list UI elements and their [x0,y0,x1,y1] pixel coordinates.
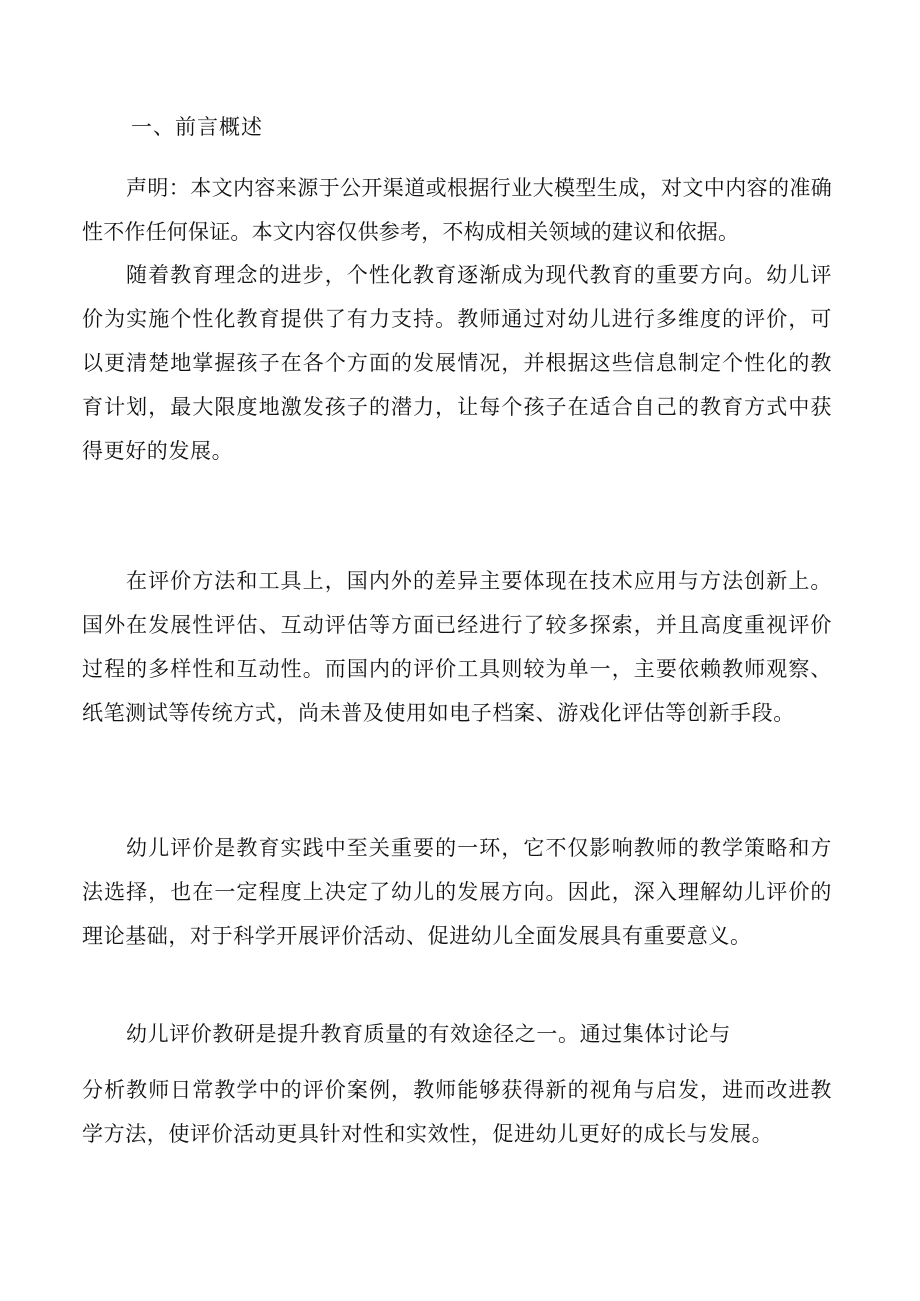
body-paragraph-first-line: 幼儿评价教研是提升教育质量的有效途径之一。通过集体讨论与 [126,1022,731,1046]
body-paragraph: 随着教育理念的进步，个性化教育逐渐成为现代教育的重要方向。幼儿评价为实施个性化教育提供了有力支持。教师通过对幼儿进行多维度的评价，可以更清楚地掌握孩子在各个方面的发展情况，并根据这些信息制定个性化的教育计划，最大限度地激发孩子的潜力，让每个孩子在适合自己的教育方式中获得更好的发展。 [82,263,832,463]
body-paragraph-continuation: 分析教师日常教学中的评价案例，教师能够获得新的视角与启发，进而改进教学方法，使评价活动更具针对性和实效性，促进幼儿更好的成长与发展。 [82,1078,832,1146]
body-paragraph: 在评价方法和工具上，国内外的差异主要体现在技术应用与方法创新上。国外在发展性评估、互动评估等方面已经进行了较多探索，并且高度重视评价过程的多样性和互动性。而国内的评价工具则较为单一，主要依赖教师观察、纸笔测试等传统方式，尚未普及使用如电子档案、游戏化评估等创新手段。 [82,569,832,725]
disclaimer-paragraph: 声明：本文内容来源于公开渠道或根据行业大模型生成，对文中内容的准确性不作任何保证。本文内容仅供参考，不构成相关领域的建议和依据。 [82,176,832,244]
body-paragraph: 幼儿评价是教育实践中至关重要的一环，它不仅影响教师的教学策略和方法选择，也在一定程度上决定了幼儿的发展方向。因此，深入理解幼儿评价的理论基础，对于科学开展评价活动、促进幼儿全面发展具有重要意义。 [82,836,832,948]
section-heading: 一、前言概述 [131,115,263,139]
